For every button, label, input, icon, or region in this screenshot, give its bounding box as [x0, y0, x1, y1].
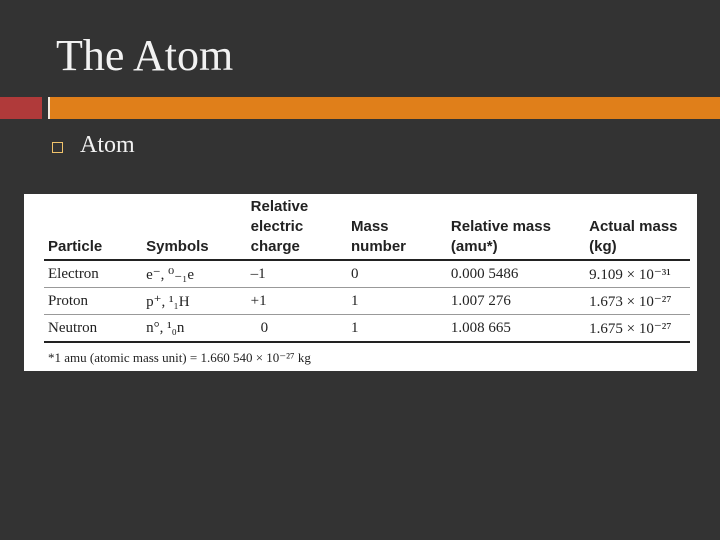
- cell-mass-number: 1: [347, 288, 447, 315]
- table-header-row: [44, 194, 690, 260]
- cell-mass-number: 1: [347, 315, 447, 343]
- cell-particle: Proton: [44, 288, 142, 315]
- table-row: [44, 288, 690, 315]
- cell-symbols: p⁺, ¹₁H: [142, 288, 247, 315]
- header-charge: Relative electric charge: [247, 194, 347, 260]
- cell-relative-mass: 1.008 665: [447, 315, 585, 343]
- bullet-text: Atom: [80, 132, 135, 158]
- particle-table: [44, 194, 690, 343]
- cell-actual-mass: 1.675 × 10⁻²⁷: [585, 315, 690, 343]
- cell-symbols: e⁻, ⁰₋₁e: [142, 260, 247, 288]
- table-row: [44, 260, 690, 288]
- table-footnote: *1 amu (atomic mass unit) = 1.660 540 × 10⁻²⁷ kg: [48, 350, 311, 365]
- accent-bar-orange: [48, 97, 720, 119]
- cell-charge: –1: [247, 260, 347, 288]
- cell-actual-mass: 1.673 × 10⁻²⁷: [585, 288, 690, 315]
- header-particle: Particle: [44, 194, 142, 260]
- cell-charge: +1: [247, 288, 347, 315]
- cell-particle: Neutron: [44, 315, 142, 343]
- cell-mass-number: 0: [347, 260, 447, 288]
- cell-symbols: n°, ¹₀n: [142, 315, 247, 343]
- bullet-square-icon: [52, 142, 63, 153]
- header-symbols: Symbols: [142, 194, 247, 260]
- particle-table-image: [24, 194, 697, 371]
- table-row: [44, 315, 690, 343]
- header-actual-mass: Actual mass (kg): [585, 194, 690, 260]
- cell-actual-mass: 9.109 × 10⁻³¹: [585, 260, 690, 288]
- slide-title: The Atom: [56, 31, 234, 80]
- cell-relative-mass: 0.000 5486: [447, 260, 585, 288]
- header-relative-mass: Relative mass (amu*): [447, 194, 585, 260]
- cell-relative-mass: 1.007 276: [447, 288, 585, 315]
- header-mass-number: Mass number: [347, 194, 447, 260]
- accent-bar-red: [0, 97, 42, 119]
- cell-particle: Electron: [44, 260, 142, 288]
- cell-charge: 0: [247, 315, 347, 343]
